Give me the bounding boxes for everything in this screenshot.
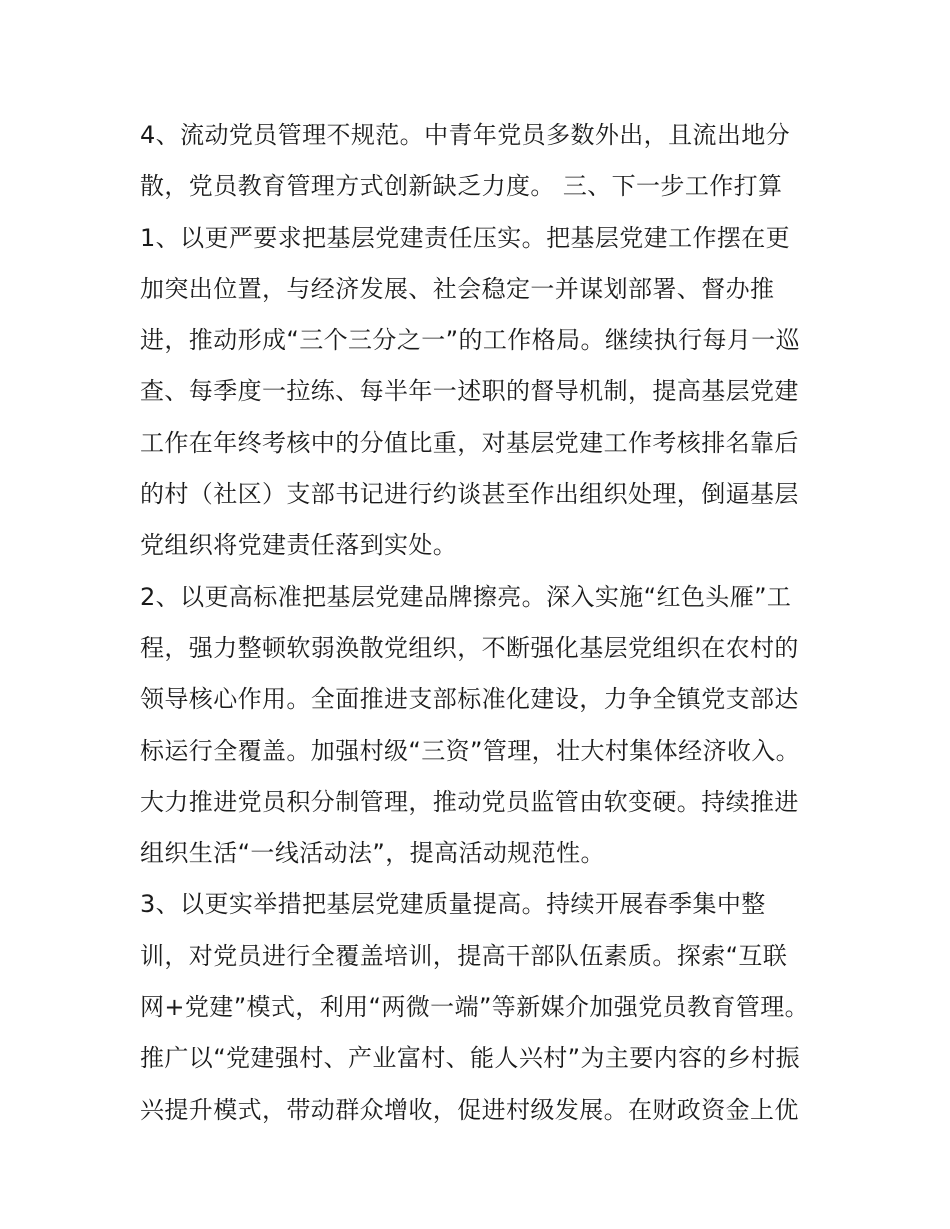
text-line: 查、每季度一拉练、每半年一述职的督导机制，提高基层党建 — [140, 377, 799, 406]
text-line: 加突出位置，与经济发展、社会稳定一并谋划部署、督办推 — [140, 274, 775, 303]
text-line: 兴提升模式，带动群众增收，促进村级发展。在财政资金上优 — [140, 1095, 799, 1124]
text-line: 散，党员教育管理方式创新缺乏力度。 三、下一步工作打算 — [140, 172, 783, 201]
text-line: 2、以更高标准把基层党建品牌擦亮。深入实施“红色头雁”工 — [140, 582, 792, 611]
text-line: 1、以更严要求把基层党建责任压实。把基层党建工作摆在更 — [140, 223, 791, 252]
text-line: 4、流动党员管理不规范。中青年党员多数外出，且流出地分 — [140, 121, 791, 149]
text-line: 3、以更实举措把基层党建质量提高。持续开展春季集中整 — [140, 890, 766, 919]
text-line: 组织生活“一线活动法”，提高活动规范性。 — [140, 839, 605, 868]
text-line: 训，对党员进行全覆盖培训，提高干部队伍素质。探索“互联 — [140, 941, 788, 970]
text-line: 标运行全覆盖。加强村级“三资”管理，壮大村集体经济收入。 — [140, 736, 801, 765]
document-body — [140, 110, 820, 1136]
text-line: 程，强力整顿软弱涣散党组织，不断强化基层党组织在农村的 — [140, 633, 799, 662]
text-line: 大力推进党员积分制管理，推动党员监管由软变硬。持续推进 — [140, 787, 799, 816]
text-line: 工作在年终考核中的分值比重，对基层党建工作考核排名靠后 — [140, 428, 799, 457]
text-line: 领导核心作用。全面推进支部标准化建设，力争全镇党支部达 — [140, 685, 799, 714]
text-line: 的村（社区）支部书记进行约谈甚至作出组织处理，倒逼基层 — [140, 480, 799, 509]
text-line: 党组织将党建责任落到实处。 — [140, 531, 458, 560]
text-line: 进，推动形成“三个三分之一”的工作格局。继续执行每月一巡 — [140, 326, 801, 355]
text-line: 推广以“党建强村、产业富村、能人兴村”为主要内容的乡村振 — [140, 1044, 801, 1073]
text-line: 网+党建”模式，利用“两微一端”等新媒介加强党员教育管理。 — [140, 993, 810, 1022]
